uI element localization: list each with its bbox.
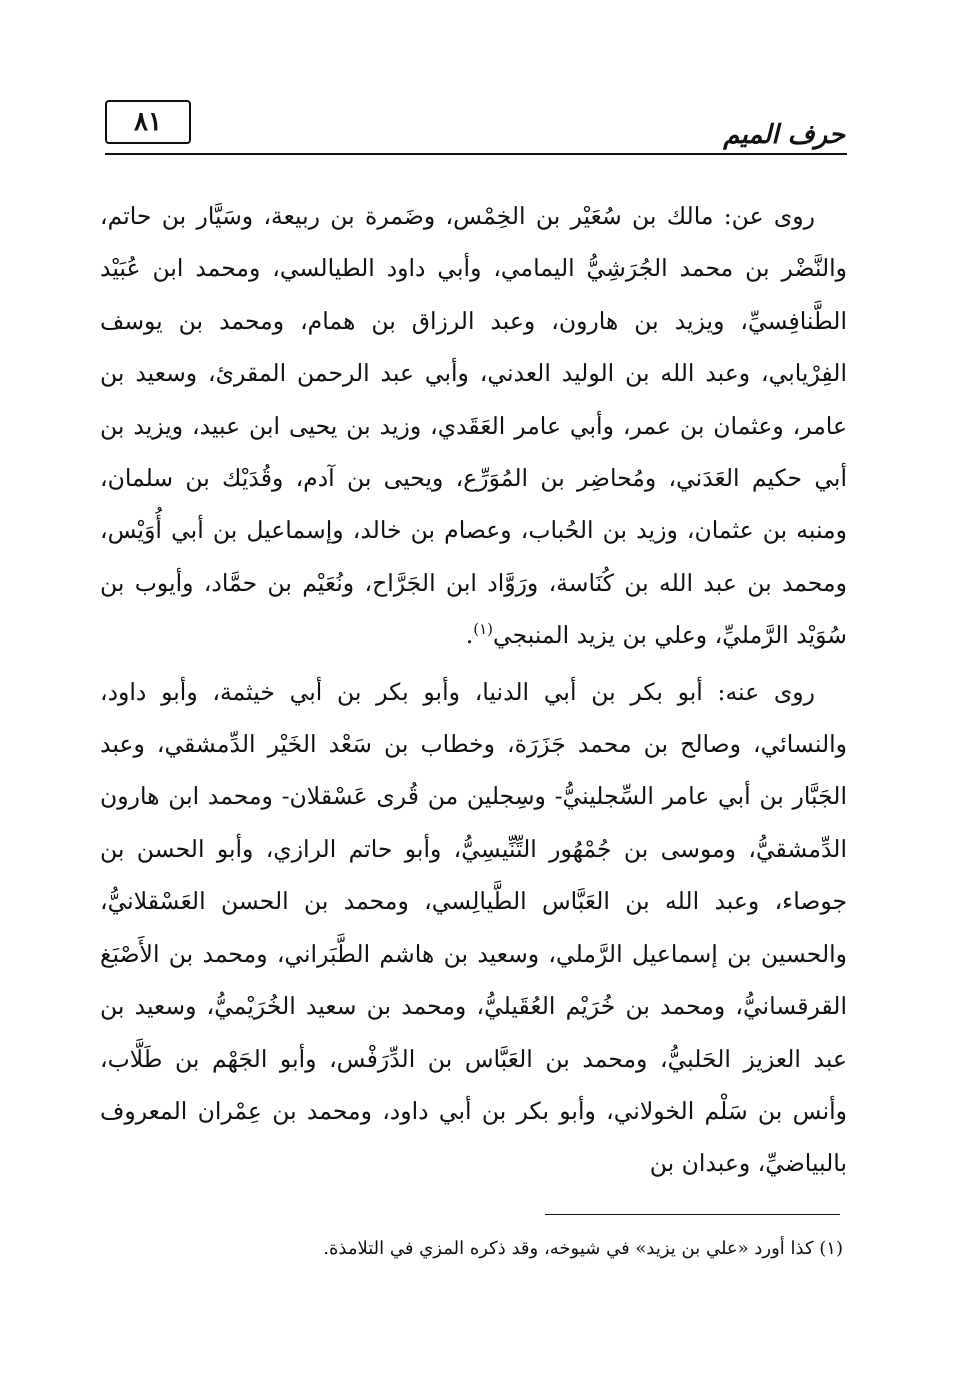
chapter-title: حرف الميم (723, 120, 845, 150)
footnote-divider (545, 1214, 840, 1215)
page-number: ٨١ (134, 107, 162, 137)
paragraph-1-end: . (465, 621, 474, 650)
footnote: (١) كذا أورد «علي بن يزيد» في شيوخه، وقد ذكره المزي في التلامذة. (323, 1238, 843, 1259)
header-divider (105, 153, 847, 155)
footnote-marker: (١) (473, 620, 493, 639)
paragraph-narrated-from (100, 190, 847, 662)
page-number-box (105, 100, 191, 144)
paragraph-narrated-by: روى عنه: أبو بكر بن أبي الدنيا، وأبو بكر بن أبي خيثمة، وأبو داود، والنسائي، وصالح بن محمد جَزَرَة، وخطاب بن سَعْد الخَيْر الدِّمشقي، وعبد الجَبَّار بن أبي عامر السِّجلينيُّ- وسِجلين من قُرى عَسْقلان- ومحمد ابن هارون الدِّمشقيُّ، وموسى بن جُمْهُور التِّنِّيسِيُّ، وأبو حاتم الرازي، وأبو الحسن بن جوصاء، وعبد الله بن العَبَّاس الطَّيالِسي، ومحمد بن الحسن العَسْقلانيُّ، والحسين بن إسماعيل الرَّملي، وسعيد بن هاشم الطَّبَراني، ومحمد بن الأَصْبَغ القرقسانيُّ، ومحمد بن خُرَيْم العُقَيليُّ، ومحمد بن سعيد الخُرَيْميُّ، وسعيد بن عبد العزيز الحَلبيُّ، ومحمد بن العَبَّاس بن الدِّرَفْس، وأبو الجَهْم بن طَلَّاب، وأنس بن سَلْم الخولاني، وأبو بكر بن أبي داود، ومحمد بن عِمْران المعروف بالبياضيِّ، وعبدان بن (100, 677, 847, 1178)
main-text (100, 190, 847, 1190)
paragraph-1-text: روى عن: مالك بن سُعَيْر بن الخِمْس، وضَمرة بن ربيعة، وسَيَّار بن حاتم، والنَّضْر بن محمد الجُرَشِيُّ اليمامي، وأبي داود الطيالسي، ومحمد ابن عُبَيْد الطَّنافِسيِّ، ويزيد بن هارون، وعبد الرزاق بن همام، ومحمد بن يوسف الفِرْيابي، وعبد الله بن الوليد العدني، وأبي عبد الرحمن المقرئ، وسعيد بن عامر، وعثمان بن عمر، وأبي عامر العَقَدي، وزيد بن يحيى ابن عبيد، ويزيد بن أبي حكيم العَدَني، ومُحاضِر بن المُوَرِّع، ويحيى بن آدم، وقُدَيْك بن سلمان، ومنبه بن عثمان، وزيد بن الحُباب، وعصام بن خالد، وإسماعيل بن أبي أُوَيْس، ومحمد بن عبد الله بن كُنَاسة، ورَوَّاد ابن الجَرَّاح، ونُعَيْم بن حمَّاد، وأيوب بن سُوَيْد الرَّمليِّ، وعلي بن يزيد المنبجي (100, 202, 847, 650)
